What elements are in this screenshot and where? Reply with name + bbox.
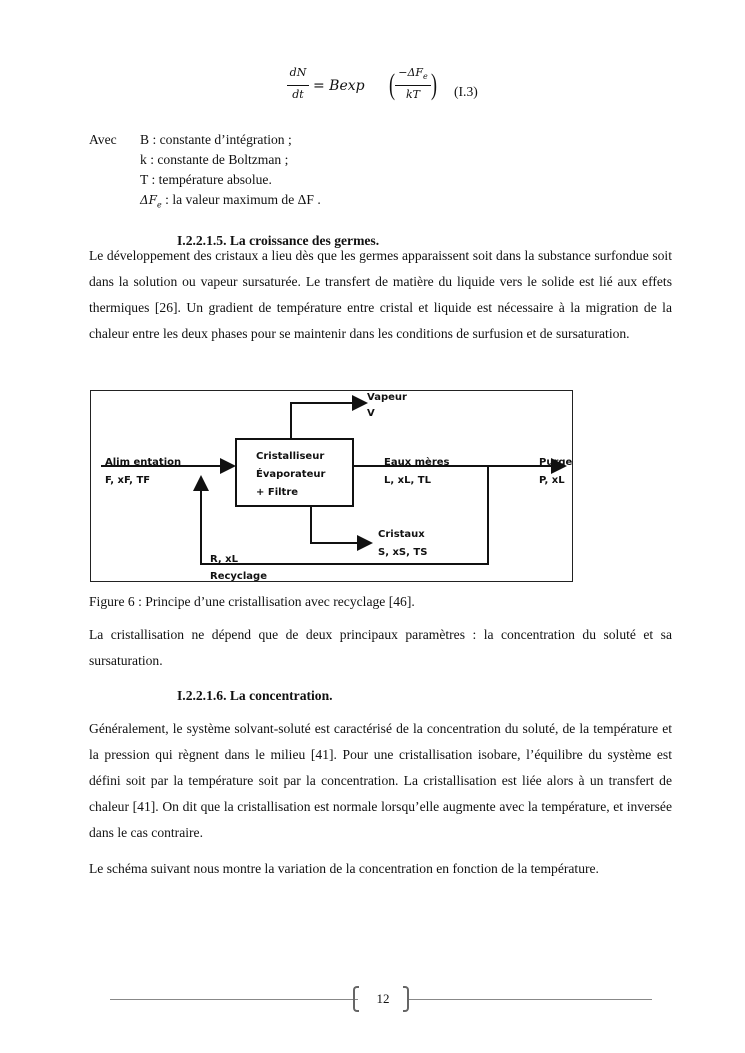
label-vapeur: Vapeur: [367, 392, 407, 403]
crystallization-diagram: [91, 391, 574, 583]
footer-rule-right: [408, 999, 652, 1000]
label-cristaux: Cristaux: [378, 529, 425, 540]
equation-I3: dN dt = Bexp ( $-\Delta F_e$ kT ): [287, 66, 527, 114]
definition-delta-fe: [140, 190, 321, 215]
delta-f-sub: e: [157, 200, 162, 210]
definition-list: [140, 130, 321, 215]
lhs-fraction: [287, 66, 309, 114]
paragraph-schema: Le schéma suivant nous montre la variation de la concentration en fonction de la température.: [89, 861, 599, 876]
box-label-filtre: + Filtre: [256, 487, 299, 498]
page-bracket-right: [403, 986, 409, 1012]
definition-t: T : température absolue.: [140, 172, 272, 187]
label-alimentation-symbol: F, xF, TF: [105, 475, 151, 486]
box-label-evaporateur: Évaporateur: [256, 469, 326, 480]
label-eaux-meres-symbol: L, xL, TL: [384, 475, 431, 486]
delta-f-symbol: ΔF: [140, 193, 157, 207]
label-vapeur-symbol: V: [367, 408, 375, 419]
label-cristaux-symbol: S, xS, TS: [378, 547, 428, 558]
definition-k: k : constante de Boltzman ;: [140, 152, 289, 167]
figure-caption: Figure 6 : Principe d’une cristallisation avec recyclage [46].: [89, 594, 415, 609]
rhs-numerator-sub: e: [423, 72, 428, 82]
figure-frame: [90, 390, 573, 582]
label-eaux-meres: Eaux mères: [384, 457, 450, 468]
paragraph-parametres: La cristallisation ne dépend que de deux principaux paramètres : la concentration du soluté et sa sursaturation.: [89, 627, 672, 668]
paragraph-concentration: Généralement, le système solvant-soluté est caractérisé de la concentration du soluté, de la température et la pression qui règnent dans le milieu [41]. Pour une cristallisation isobare, l’équilibre du système est défini soit par la température soit par la concentration. La cristallisation est liée alors à un transfert de chaleur [41]. On dit que la cristallisation est normale lorsqu’elle augmente avec la température, et inversée dans le cas contraire.: [89, 721, 672, 840]
equation-number: (I.3): [454, 84, 478, 99]
box-label-cristalliseur: Cristalliseur: [256, 451, 325, 462]
rhs-numerator: −ΔF: [398, 66, 424, 79]
rhs-denominator: kT: [405, 88, 420, 101]
rhs-prefix: = Bexp: [313, 78, 365, 94]
page-number: 12: [376, 991, 390, 1006]
definition-b: B : constante d’intégration ;: [140, 132, 292, 147]
avec-label: Avec: [89, 132, 117, 147]
section-heading-croissance: I.2.2.1.5. La croissance des germes.: [177, 233, 380, 248]
lhs-denominator: dt: [292, 88, 304, 101]
label-alimentation: Alim entation: [105, 457, 182, 468]
rhs-fraction: [395, 66, 431, 114]
definition-delta-fe-text: : la valeur maximum de ΔF .: [165, 192, 321, 207]
footer-rule-left: [110, 999, 358, 1000]
label-recyclage: Recyclage: [210, 571, 267, 582]
lhs-numerator: dN: [289, 66, 307, 79]
section-heading-concentration: I.2.2.1.6. La concentration.: [177, 688, 333, 703]
page-bracket-left: [353, 986, 359, 1012]
label-recycle-symbol: R, xL: [210, 554, 238, 565]
paragraph-croissance: Le développement des cristaux a lieu dès que les germes apparaissent soit dans la substance surfondue soit dans la solution ou vapeur sursaturée. Le transfert de matière du liquide vers le solide est lié aux effets thermiques [26]. Un gradient de température entre cristal et liquide est nécessaire à la migration de la chaleur entre les deux phases pour se maintenir dans les conditions de surfusion et de sursaturation.: [89, 248, 672, 341]
label-purge: Purge: [539, 457, 573, 468]
label-purge-symbol: P, xL: [539, 475, 565, 486]
